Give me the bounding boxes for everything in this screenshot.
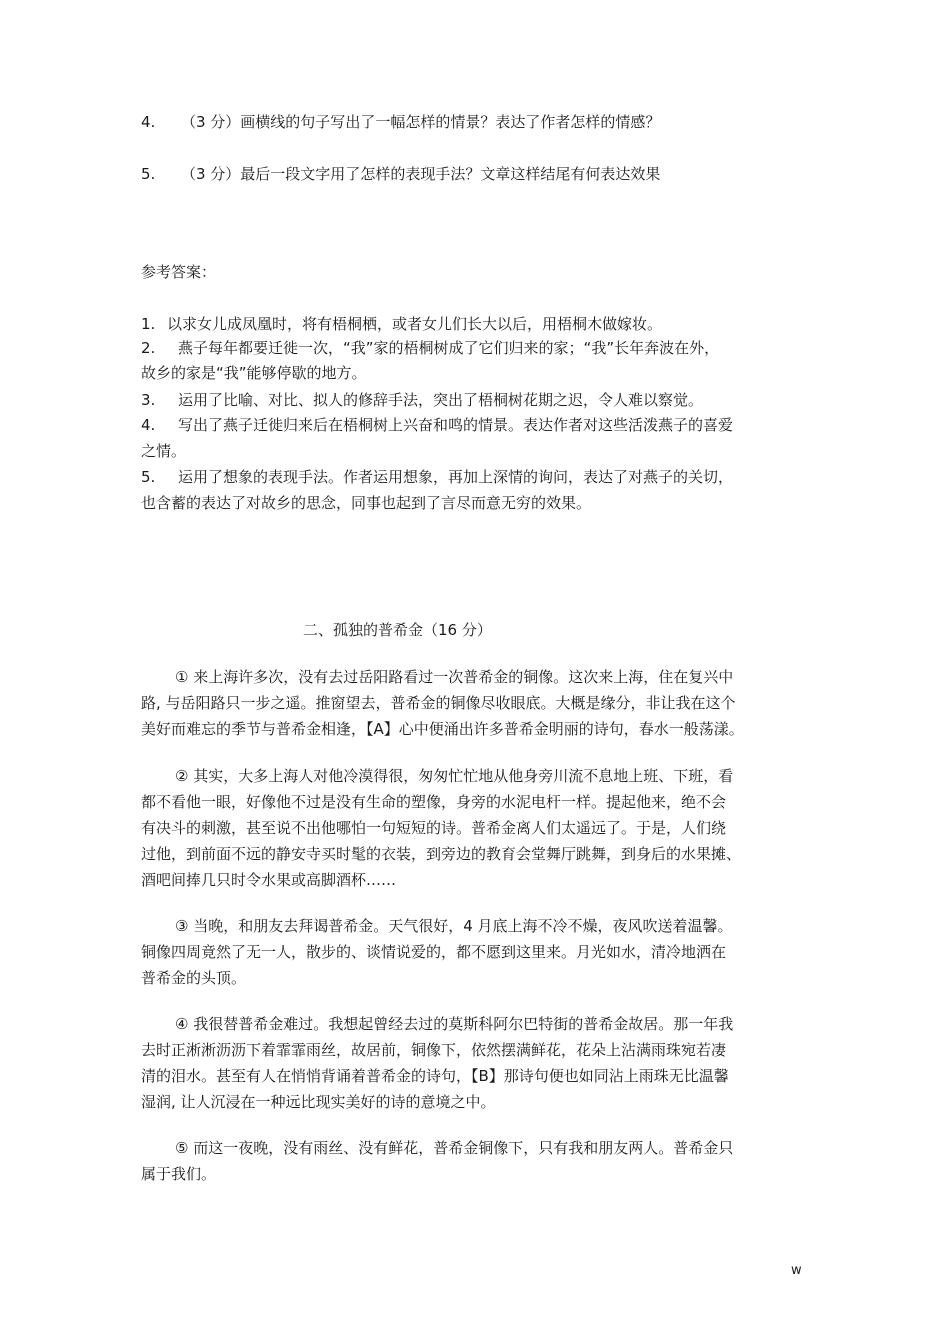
footer-mark: w bbox=[791, 1263, 802, 1278]
question-text: （3 分）最后一段文字用了怎样的表现手法？文章这样结尾有何表达效果 bbox=[181, 165, 661, 183]
question-number: 5. bbox=[141, 165, 156, 183]
paragraph-line: ① 来上海许多次，没有去过岳阳路看过一次普希金的铜像。这次来上海，住在复兴中 bbox=[175, 668, 734, 686]
paragraph-line: 湿润, 让人沉浸在一种远比现实美好的诗的意境之中。 bbox=[141, 1093, 496, 1111]
answers-heading: 参考答案： bbox=[141, 263, 217, 281]
answer-number: 3. bbox=[141, 391, 156, 409]
answer-text: 写出了燕子迁徙归来后在梧桐树上兴奋和鸣的情景。表达作者对这些活泼燕子的喜爱 bbox=[178, 416, 734, 434]
paragraph-line: ④ 我很替普希金难过。我想起曾经去过的莫斯科阿尔巴特街的普希金故居。那一年我 bbox=[175, 1015, 734, 1033]
paragraph-line: 酒吧间捧几只时令水果或高脚酒杯…… bbox=[141, 871, 397, 889]
answer-item bbox=[141, 313, 662, 335]
answer-number: 2. bbox=[141, 339, 156, 357]
answer-number: 5. bbox=[141, 468, 156, 486]
paragraph-line: 有决斗的刺激，甚至说不出他哪怕一句短短的诗。普希金离人们太遥远了。于是，人们绕 bbox=[141, 819, 727, 837]
question-item bbox=[141, 111, 660, 133]
paragraph-line: 都不看他一眼，好像他不过是没有生命的塑像，身旁的水泥电杆一样。提起他来，绝不会 bbox=[141, 793, 727, 811]
answer-text-continued: 也含蓄的表达了对故乡的思念，同事也起到了言尽而意无穷的效果。 bbox=[141, 494, 592, 512]
answer-text: 以求女儿成凤凰时，将有梧桐栖，或者女儿们长大以后，用梧桐木做嫁妆。 bbox=[167, 315, 663, 333]
section-title: 二、孤独的普希金（16 分） bbox=[303, 621, 492, 639]
question-number: 4. bbox=[141, 113, 156, 131]
paragraph-line: 普希金的头顶。 bbox=[141, 969, 247, 987]
question-item bbox=[141, 163, 660, 185]
paragraph-line: 属于我们。 bbox=[141, 1165, 217, 1183]
answer-text: 燕子每年都要迁徙一次，“我”家的梧桐树成了它们归来的家；“我”长年奔波在外， bbox=[178, 339, 720, 357]
paragraph-line: 路, 与岳阳路只一步之遥。推窗望去，普希金的铜像尽收眼底。大概是缘分，非让我在这个 bbox=[141, 694, 736, 712]
paragraph-line: ② 其实，大多上海人对他冷漠得很，匆匆忙忙地从他身旁川流不息地上班、下班，看 bbox=[175, 767, 734, 785]
answer-item bbox=[141, 389, 703, 411]
answer-item bbox=[141, 337, 719, 359]
answer-text-continued: 故乡的家是“我”能够停歇的地方。 bbox=[141, 364, 367, 382]
question-text: （3 分）画横线的句子写出了一幅怎样的情景？表达了作者怎样的情感？ bbox=[181, 113, 661, 131]
paragraph-line: 清的泪水。甚至有人在悄悄背诵着普希金的诗句，【B】那诗句便也如同沾上雨珠无比温馨 bbox=[141, 1067, 729, 1085]
paragraph-line: 铜像四周竟然了无一人，散步的、谈情说爱的，都不愿到这里来。月光如水，清冷地洒在 bbox=[141, 943, 727, 961]
answer-number: 1. bbox=[141, 315, 156, 333]
answer-number: 4. bbox=[141, 416, 156, 434]
answer-text: 运用了想象的表现手法。作者运用想象，再加上深情的询问，表达了对燕子的关切， bbox=[178, 468, 734, 486]
answer-item bbox=[141, 466, 733, 488]
answer-text-continued: 之情。 bbox=[141, 442, 187, 460]
paragraph-line: ⑤ 而这一夜晚，没有雨丝、没有鲜花，普希金铜像下，只有我和朋友两人。普希金只 bbox=[175, 1139, 734, 1157]
paragraph-line: 去时正淅淅沥沥下着霏霏雨丝，故居前，铜像下，依然摆满鲜花，花朵上沾满雨珠宛若凄 bbox=[141, 1041, 727, 1059]
paragraph-line: 美好而难忘的季节与普希金相逢，【A】心中便涌出许多普希金明丽的诗句，春水一般荡漾。 bbox=[141, 720, 744, 738]
answer-item bbox=[141, 414, 733, 436]
paragraph-line: ③ 当晚，和朋友去拜谒普希金。天气很好，4 月底上海不冷不燥，夜风吹送着温馨。 bbox=[175, 917, 733, 935]
paragraph-line: 过他，到前面不远的静安寺买时髦的衣装，到旁边的教育会堂舞厅跳舞，到身后的水果摊、 bbox=[141, 845, 742, 863]
answer-text: 运用了比喻、对比、拟人的修辞手法，突出了梧桐树花期之迟，令人难以察觉。 bbox=[178, 391, 704, 409]
